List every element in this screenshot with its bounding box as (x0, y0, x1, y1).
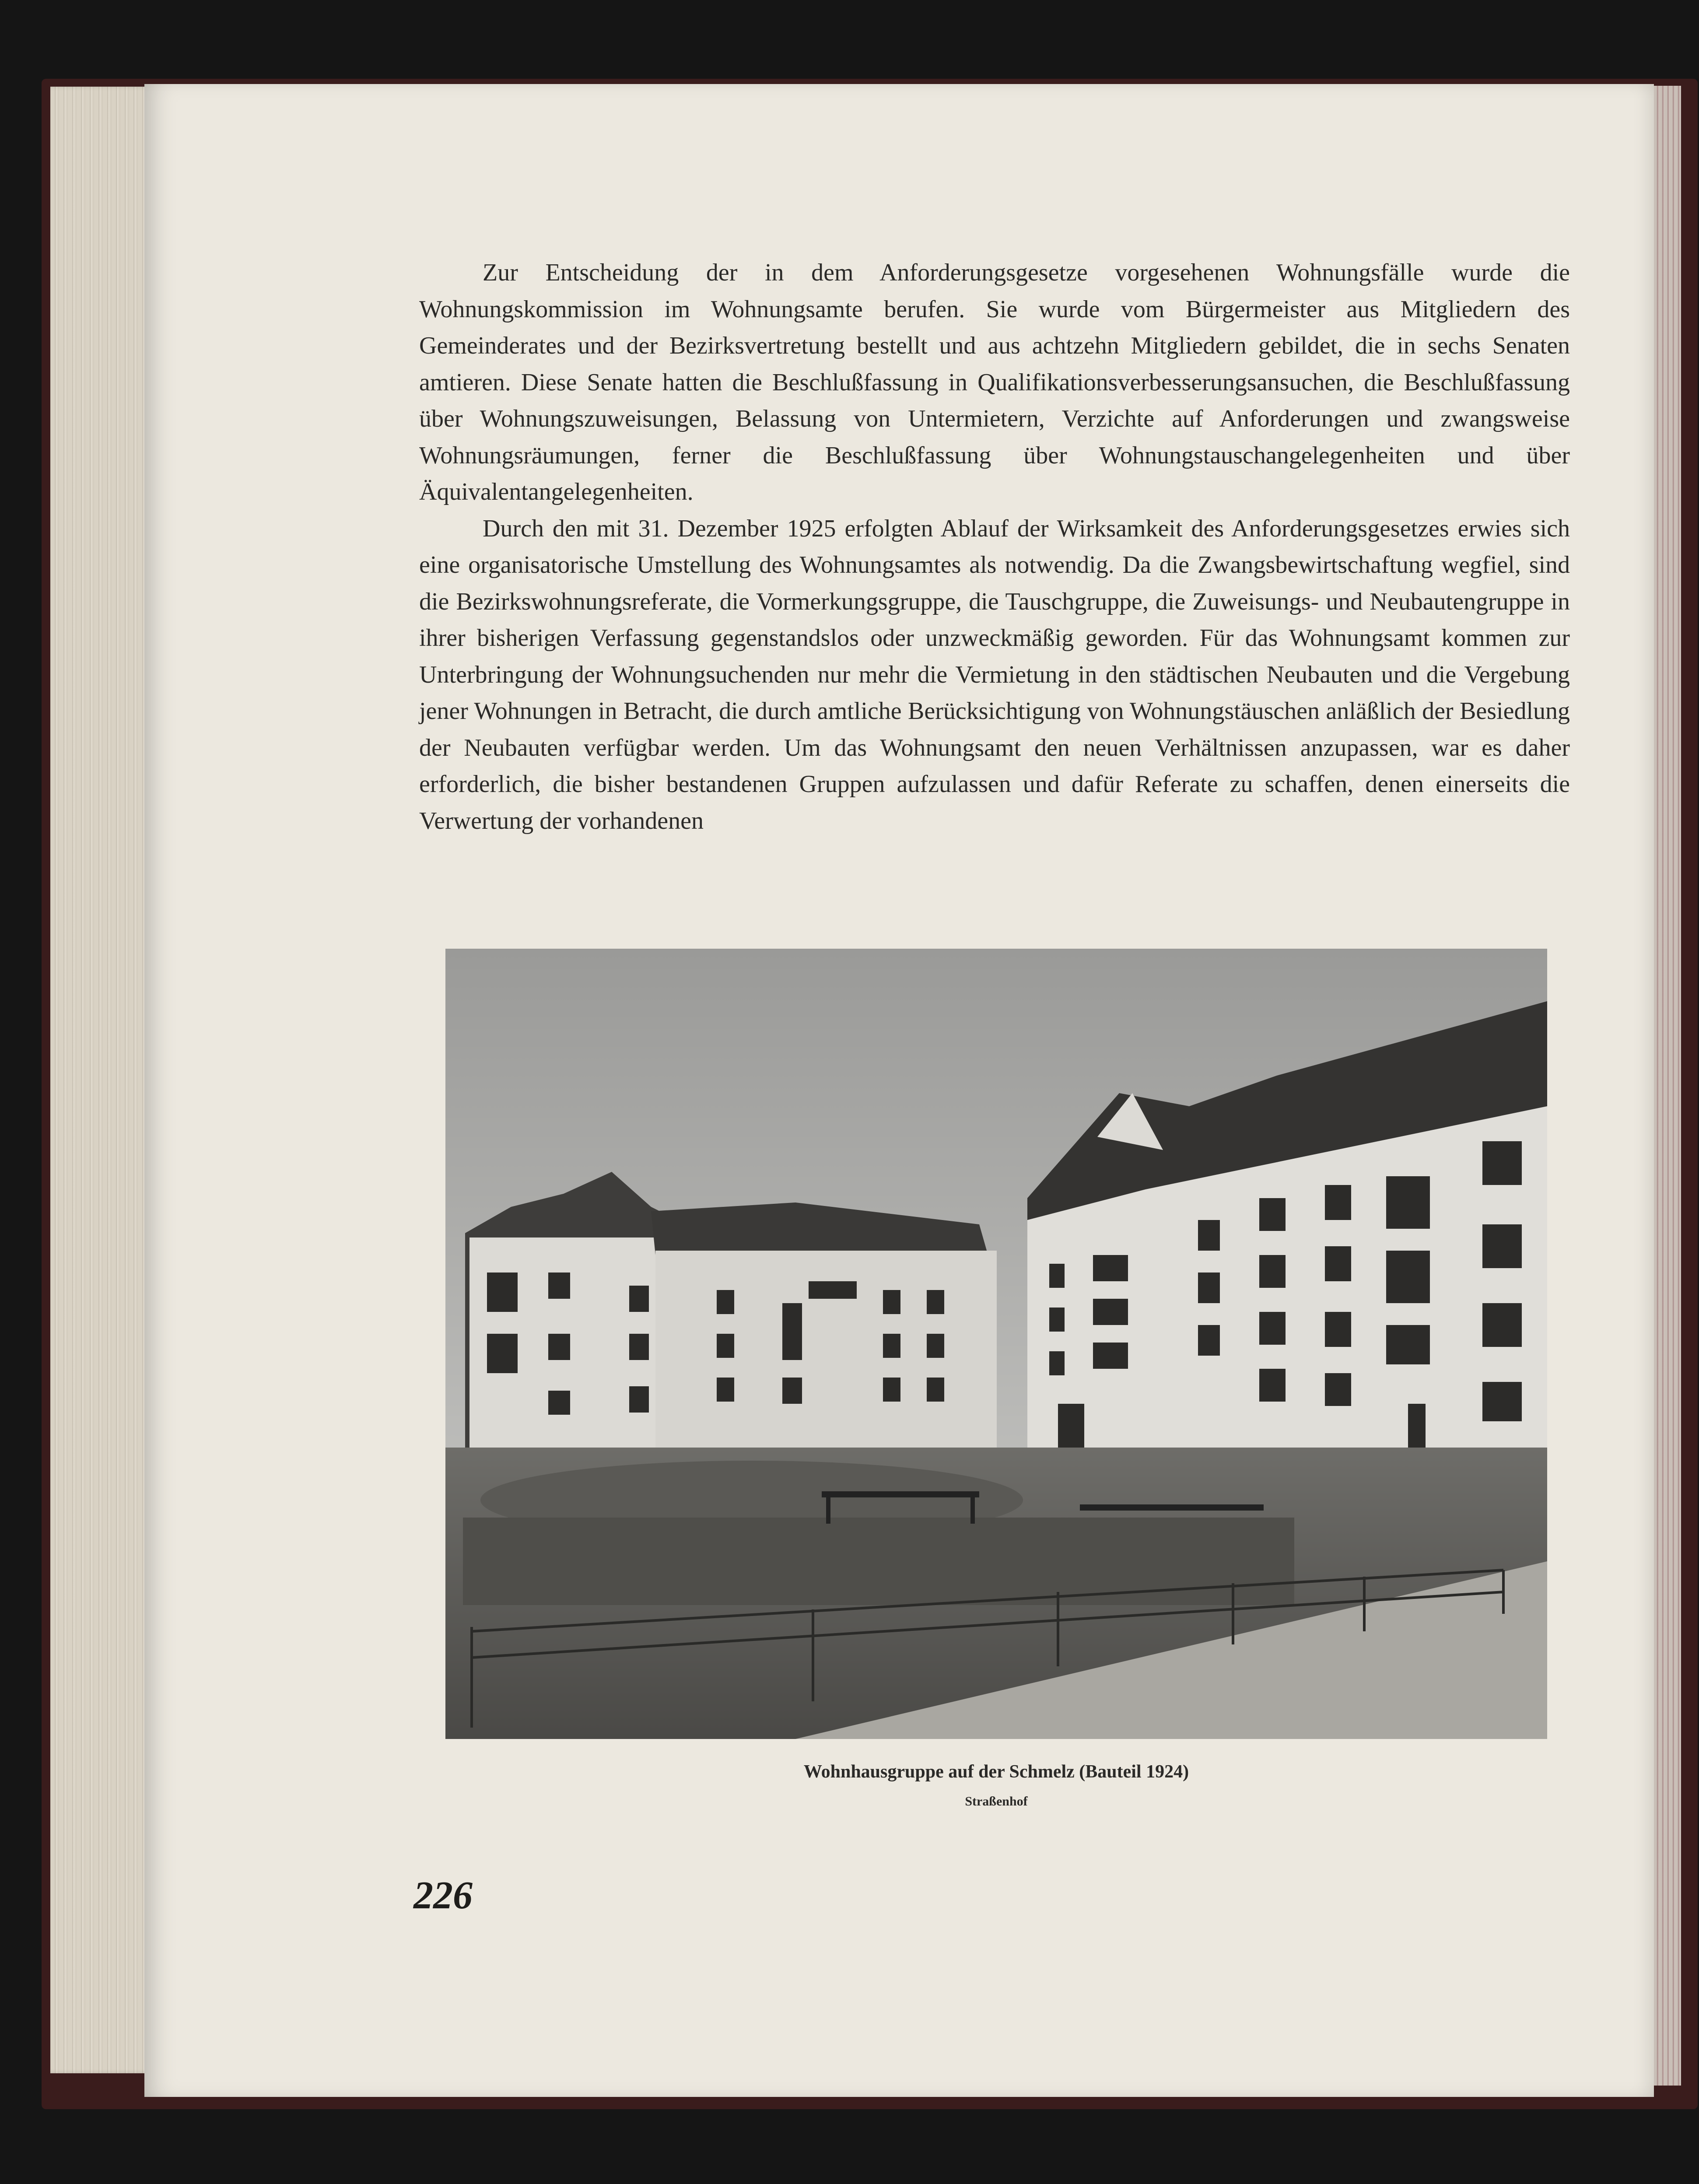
right-page-edge (1654, 86, 1681, 2086)
photo-caption: Wohnhausgruppe auf der Schmelz (Bauteil 1924) (803, 1762, 1189, 1782)
paragraph-2: Durch den mit 31. Dezember 1925 erfolgten Ablauf der Wirksamkeit des Anforderungsgesetzes erwies sich eine organisatorische Umstellung des Wohnungsamtes als notwendig. Da die Zwangsbewirtschaftung wegfiel, sind die Bezirkswohnungsreferate, die Vormerkungsgruppe, die Tauschgruppe, die Zuweisungs- und Neubautengruppe in ihrer bisherigen Verfassung gegenstandslos oder unzweckmäßig geworden. Für das Wohnungsamt kommen zur Unterbringung der Wohnungsuchenden nur mehr die Vermietung in den städtischen Neubauten und die Vergebung jener Wohnungen in Betracht, die durch amtliche Berücksichtigung von Wohnungstäuschen anläßlich der Besiedlung der Neubauten verfügbar werden. Um das Wohnungsamt den neuen Verhältnissen anzupassen, war es daher erforderlich, die bisher bestandenen Gruppen aufzulassen und dafür Referate zu schaffen, denen einerseits die Verwertung der vorhandenen (419, 515, 1570, 834)
body-text (419, 255, 1570, 839)
building-photograph (445, 949, 1547, 1739)
photograph-image (445, 949, 1547, 1739)
page-number: 226 (413, 1874, 473, 1917)
page-edges (50, 87, 160, 2073)
photo-subcaption: Straßenhof (965, 1794, 1028, 1809)
paragraph-1: Zur Entscheidung der in dem Anforderungsgesetze vorgesehenen Wohnungsfälle wurde die Wohnungskommission im Wohnungsamte berufen. Sie wurde vom Bürgermeister aus Mitgliedern des Gemeinderates und der Bezirksvertretung bestellt und aus achtzehn Mitgliedern gebildet, die in sechs Senaten amtieren. Diese Senate hatten die Beschlußfassung in Qualifikationsverbesserungsansuchen, die Beschlußfassung über Wohnungszuweisungen, Belassung von Untermietern, Verzichte auf Anforderungen und zwangsweise Wohnungsräumungen, ferner die Beschlußfassung über Wohnungstauschangelegenheiten und über Äquivalentangelegenheiten. (419, 259, 1570, 505)
